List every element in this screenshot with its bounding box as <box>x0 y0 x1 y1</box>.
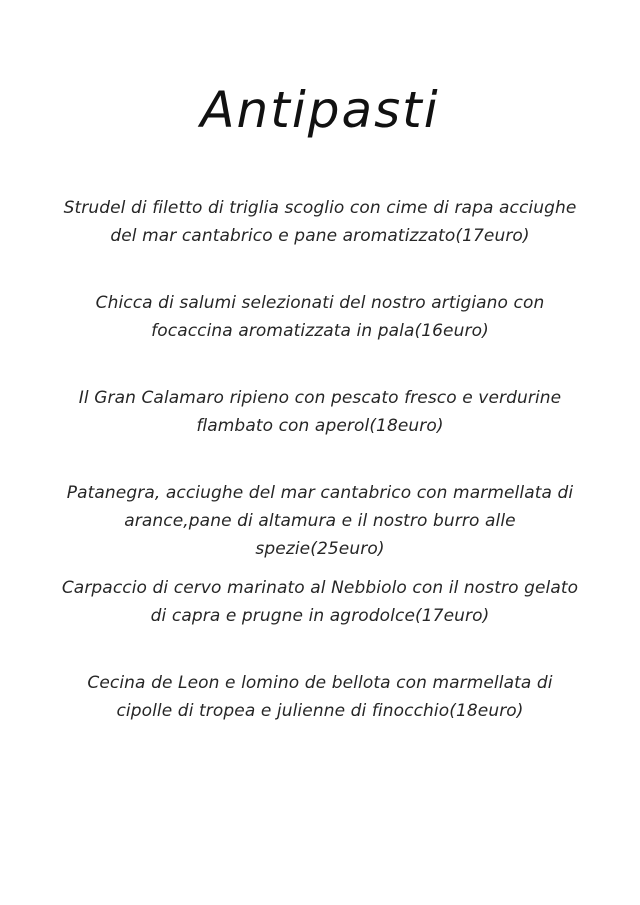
menu-item-text: Patanegra, acciughe del mar cantabrico con marmellata di arance,pane di altamura e il nostro burro alle spezie(25euro) <box>66 483 574 559</box>
menu-item <box>60 194 580 250</box>
menu-item <box>60 289 580 345</box>
menu-item <box>60 669 580 725</box>
menu-item-text: Carpaccio di cervo marinato al Nebbiolo con il nostro gelato di capra e prugne in agrodolce(17euro) <box>61 578 579 626</box>
menu-item <box>60 384 580 440</box>
menu-item <box>60 574 580 630</box>
page-title: Antipasti <box>200 81 440 139</box>
menu-item <box>60 479 580 559</box>
menu-item-list <box>60 194 580 764</box>
menu-item-text: Strudel di filetto di triglia scoglio con cime di rapa acciughe del mar cantabrico e pane aromatizzato(17euro) <box>63 198 577 246</box>
menu-item-text: Chicca di salumi selezionati del nostro artigiano con focaccina aromatizzata in pala(16euro) <box>95 293 545 341</box>
menu-item-text: Cecina de Leon e lomino de bellota con marmellata di cipolle di tropea e julienne di finocchio(18euro) <box>87 673 553 721</box>
menu-item-text: Il Gran Calamaro ripieno con pescato fresco e verdurine flambato con aperol(18euro) <box>78 388 562 436</box>
